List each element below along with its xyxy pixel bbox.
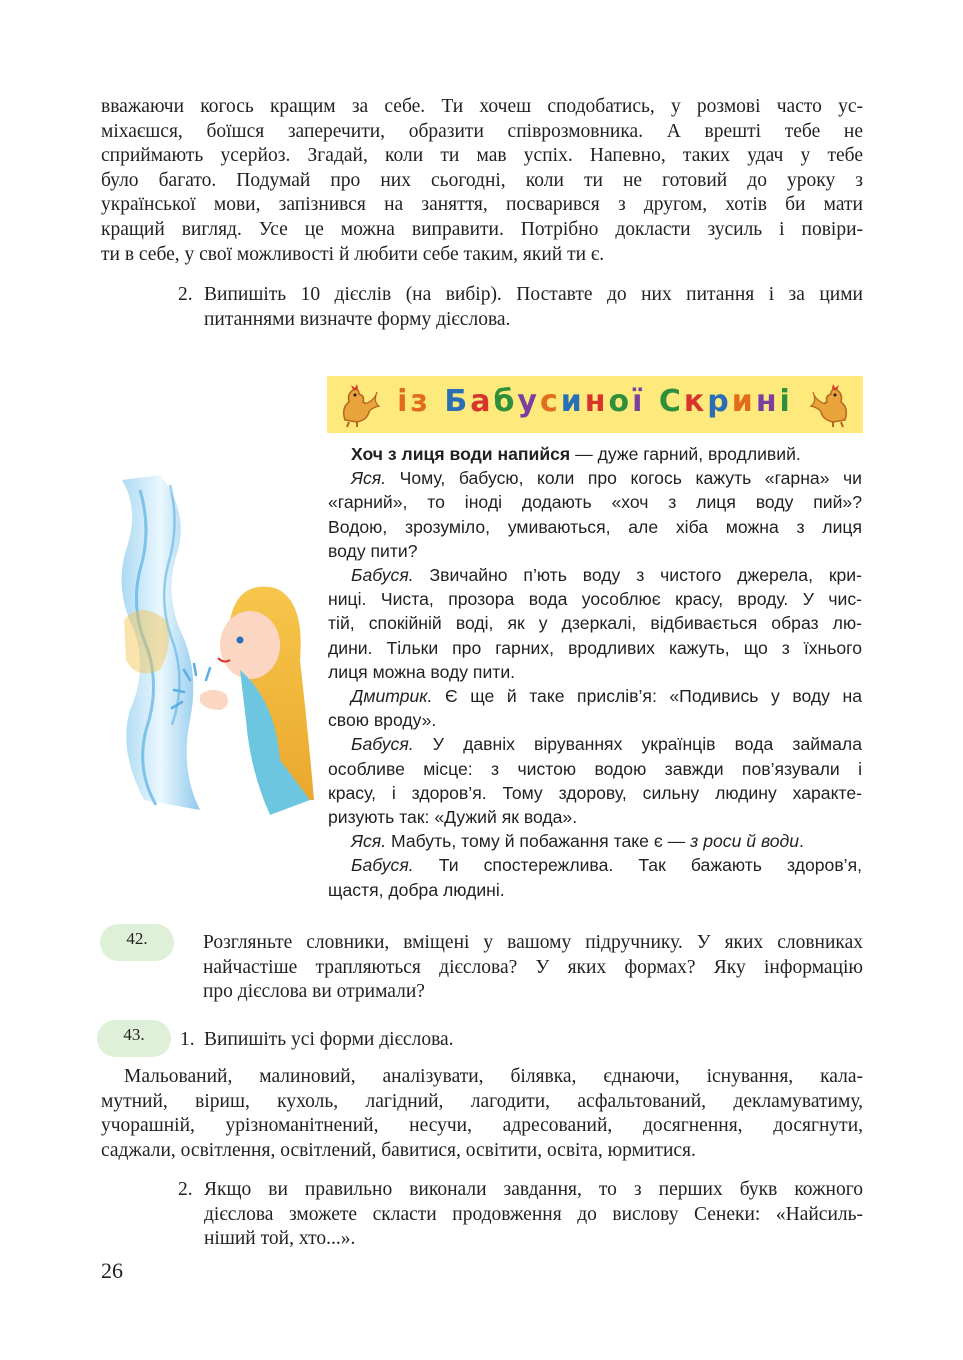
dialog-line: дини. Тільки про гарних, вродливих кажуть, що з їхнього [328, 637, 862, 658]
speaker-name: Яся. [351, 468, 387, 489]
text-line: найчастіше трапляються дієслова? У яких формах? Яку інформацію [203, 956, 863, 978]
text-line: ніший той, хто...». [204, 1228, 356, 1250]
girl-and-water-illustration [100, 470, 320, 820]
exercise-42-text [203, 931, 863, 1005]
dialog-line: лиця можна воду пити. [328, 661, 516, 682]
dialog-replica [328, 829, 862, 853]
text-line: Розгляньте словники, вміщені у вашому підручнику. У яких словниках [203, 932, 863, 953]
text-line: Якщо ви правильно виконали завдання, то з перших букв кожного [204, 1179, 863, 1200]
exercise-43-task-2 [178, 1178, 863, 1252]
text-line: української мови, запізнився на заняття, посварився з другом, хотів би мати [101, 194, 863, 216]
task-number: 1. [180, 1029, 195, 1050]
dialog-replica [328, 563, 862, 684]
text-line: міхаєшся, боїшся заперечити, образити співрозмовника. А врешті тебе не [101, 120, 863, 142]
dialog-line: Яся. Чому, бабусю, коли про когось кажуть «гарна» чи [351, 468, 862, 489]
word-list-line: учорашній, урізноманітнений, несучи, адресований, досягнення, досягнути, [101, 1115, 863, 1137]
banner-title: із Бабусиної Скрині [397, 384, 793, 419]
exercise-number-badge: 42. [100, 924, 174, 961]
dialog-line: Яся. Мабуть, тому й побажання таке є — з роси й води. [351, 831, 804, 852]
speaker-name: Яся. [351, 831, 387, 852]
dialog-replica [328, 853, 862, 901]
text-line: кращий вигляд. Усе це можна виправити. Потрібно докласти зусиль і повіри- [101, 218, 863, 240]
dialog-line: красу, і здоров’я. Тому здорову, сильну людину характе- [328, 782, 862, 803]
exercise-number-badge: 43. [97, 1020, 171, 1057]
dialog-replica [328, 466, 862, 563]
task-text [204, 1178, 863, 1252]
dialog-line: Бабуся. Ти спостережлива. Так бажають здоров’я, [351, 855, 862, 876]
dialog-line: щастя, добра людині. [328, 879, 505, 900]
intro-paragraph [101, 95, 863, 267]
dialog-line: ризують так: «Дужий як вода». [328, 807, 578, 828]
dialog-line: воду пити? [328, 540, 418, 561]
speaker-name: Дмитрик. [351, 686, 433, 707]
rooster-icon [809, 382, 855, 428]
dialog-line: свою вроду». [328, 710, 437, 731]
exercise-43-task-1 [180, 1028, 863, 1053]
idiom-phrase: Хоч з лиця води напийся [351, 444, 571, 464]
task-number: 2. [178, 1179, 193, 1200]
text-line: питаннями визначте форму дієслова. [204, 308, 511, 330]
text-line: дієслова зможете скласти продовження до вислову Сенеки: «Найсиль- [204, 1203, 863, 1225]
dialog-line: Бабуся. Звичайно п’ють воду з чистого джерела, кри- [351, 565, 862, 586]
dialog-replicas [328, 466, 862, 902]
text-line: вважаючи когось кращим за себе. Ти хочеш сподобатись, у розмові часто ус- [101, 96, 863, 117]
grandma-chest-banner [327, 376, 863, 433]
idiom-definition: — дуже гарний, вродливий. [570, 444, 801, 464]
text-line: сприймають усерйоз. Згадай, коли ти мав успіх. Напевно, таких удач у тебе [101, 145, 863, 167]
task-2-instruction [178, 283, 863, 332]
speaker-name: Бабуся. [351, 855, 414, 876]
dialog-line: Бабуся. У давніх віруваннях українців вода займала [351, 734, 862, 755]
dialog-line: особливе місце: з чистою водою завжди пов’язували і [328, 758, 862, 779]
dialog-line: тій, спокійній воді, як у дзеркалі, відбивається образ лю- [328, 613, 862, 634]
dialog-replica [328, 732, 862, 829]
word-list-line: саджали, освітлення, освітлений, бавитися, освітити, освіта, юрмитися. [101, 1139, 696, 1161]
dialog-line: Водою, зрозуміло, умиваються, але хіба можна з лиця [328, 516, 862, 537]
dialog-replica [328, 684, 862, 732]
text-line: ти в себе, у свої можливості й любити себе таким, який ти є. [101, 243, 605, 265]
dialog-line: Дмитрик. Є ще й таке прислів’я: «Подивись у воду на [351, 686, 862, 707]
word-list-line: Мальований, малиновий, аналізувати, білявка, єднаючи, існування, кала- [124, 1066, 863, 1087]
word-list-line: мутний, віриш, кухоль, лагідний, лагодити, асфальтований, декламуватиму, [101, 1090, 863, 1112]
text-line: Випишіть 10 дієслів (на вибір). Поставте до них питання і за цими [204, 284, 863, 305]
task-text [204, 283, 863, 332]
text-line: було багато. Подумай про них сьогодні, коли ти не готовий до уроку з [101, 169, 863, 191]
page-number: 26 [101, 1258, 123, 1283]
speaker-name: Бабуся. [351, 734, 414, 755]
speaker-name: Бабуся. [351, 565, 414, 586]
dialog-text [328, 442, 862, 902]
dialog-line: «гарний», то іноді додають «хоч з лиця воду пий»? [328, 492, 862, 513]
dialog-line: ниці. Чиста, прозора вода уособлює красу, вроду. У чис- [328, 589, 862, 610]
task-number: 2. [178, 284, 193, 305]
task-text: Випишіть усі форми дієслова. [204, 1029, 454, 1050]
word-list [101, 1065, 863, 1163]
wish-phrase: з роси й води [690, 831, 800, 852]
idiom-line [328, 442, 862, 466]
text-line: про дієслова ви отримали? [203, 981, 425, 1003]
